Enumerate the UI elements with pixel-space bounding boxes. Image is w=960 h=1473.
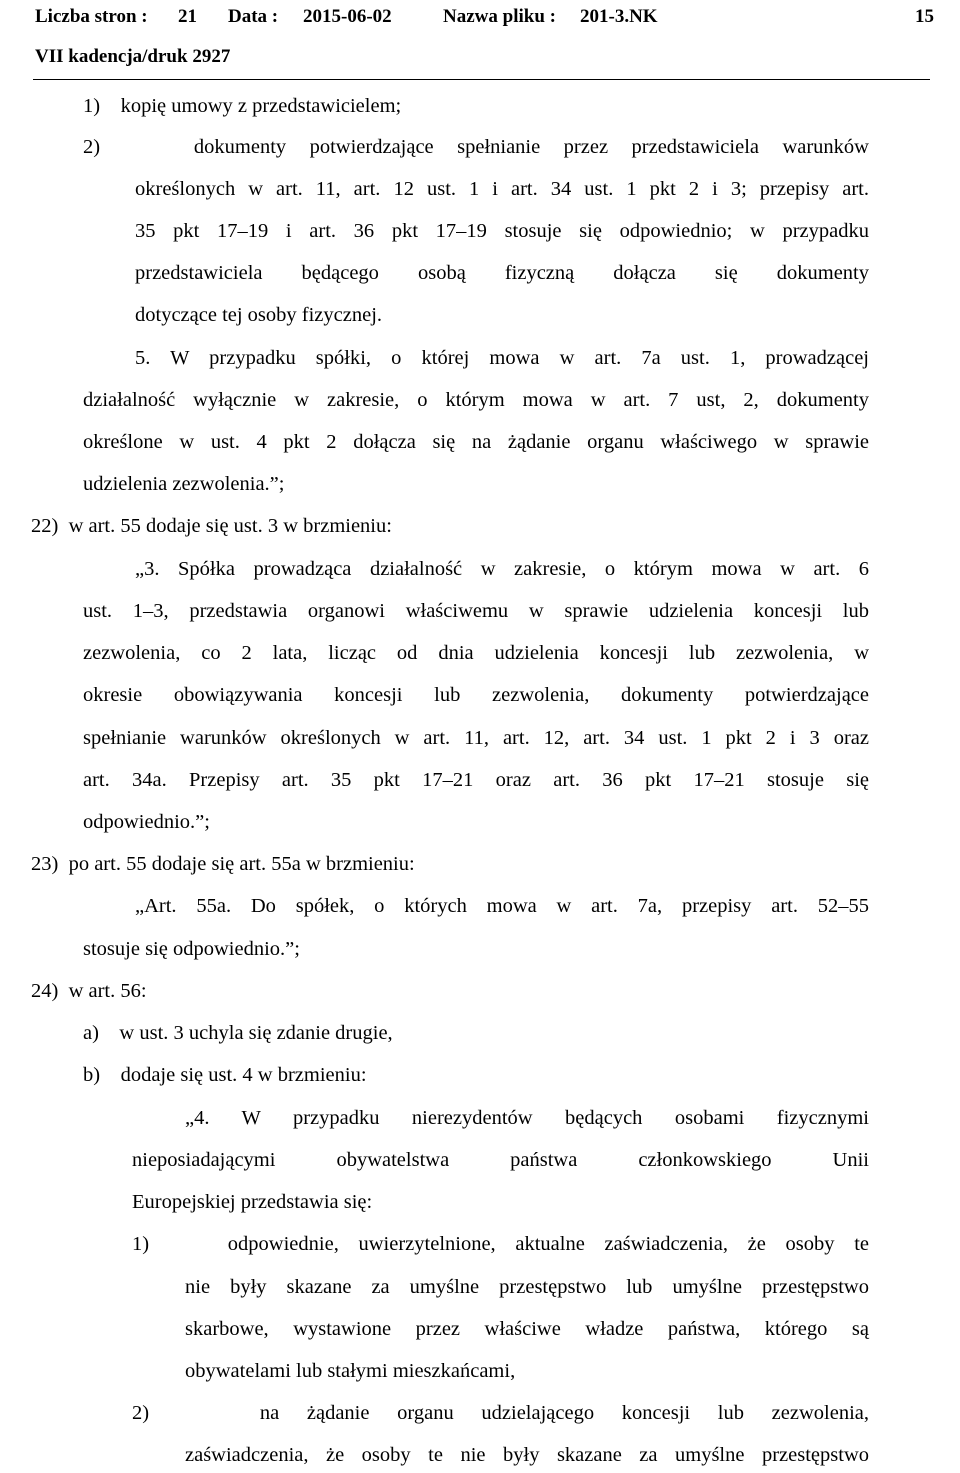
page-header — [35, 3, 934, 31]
list-item-1: 1) odpowiednie, uwierzytelnione, aktualne zaświadczenia, że osoby te — [132, 1233, 869, 1255]
text-line: 1) kopię umowy z przedstawicielem; — [83, 95, 402, 117]
list-item-b: b) dodaje się ust. 4 w brzmieniu: — [83, 1064, 367, 1086]
text-line: „3. Spółka prowadząca działalność w zakresie, o którym mowa w art. 6 — [135, 558, 869, 580]
date-value: 2015-06-02 — [303, 6, 392, 27]
list-item-24: 24) w art. 56: — [31, 980, 147, 1002]
list-item-a: a) w ust. 3 uchyla się zdanie drugie, — [83, 1022, 393, 1044]
text-line: udzielenia zezwolenia.”; — [83, 473, 285, 495]
text-line: ust. 1–3, przedstawia organowi właściwemu w sprawie udzielenia koncesji lub — [83, 600, 869, 622]
text-line: 35 pkt 17–19 i art. 36 pkt 17–19 stosuje się odpowiednio; w przypadku — [135, 220, 869, 242]
list-item-22: 22) w art. 55 dodaje się ust. 3 w brzmieniu: — [31, 515, 392, 537]
text-line: nie były skazane za umyślne przestępstwo lub umyślne przestępstwo — [185, 1276, 869, 1298]
text-line: zaświadczenia, że osoby te nie były skazane za umyślne przestępstwo — [185, 1444, 869, 1466]
text-line: określonych w art. 11, art. 12 ust. 1 i art. 34 ust. 1 pkt 2 i 3; przepisy art. — [135, 178, 869, 200]
list-item-23: 23) po art. 55 dodaje się art. 55a w brzmieniu: — [31, 853, 415, 875]
date-label: Data : — [228, 6, 279, 27]
text-line: okresie obowiązywania koncesji lub zezwolenia, dokumenty potwierdzające — [83, 684, 869, 706]
text-line: Europejskiej przedstawia się: — [132, 1191, 373, 1213]
filename-label: Nazwa pliku : — [443, 6, 556, 27]
text-line: spełnianie warunków określonych w art. 11, art. 12, art. 34 ust. 1 pkt 2 i 3 oraz — [83, 727, 869, 749]
filename-value: 201-3.NK — [580, 6, 658, 27]
document-reference: VII kadencja/druk 2927 — [35, 46, 231, 67]
page-number: 15 — [915, 6, 934, 27]
text-line: „4. W przypadku nierezydentów będących osobami fizycznymi — [185, 1107, 869, 1129]
text-line: dotyczące tej osoby fizycznej. — [135, 304, 383, 326]
text-line: 5. W przypadku spółki, o której mowa w art. 7a ust. 1, prowadzącej — [135, 347, 869, 369]
text-line: działalność wyłącznie w zakresie, o którym mowa w art. 7 ust, 2, dokumenty — [83, 389, 869, 411]
text-line: określone w ust. 4 pkt 2 dołącza się na żądanie organu właściwego w sprawie — [83, 431, 869, 453]
text-line: odpowiednio.”; — [83, 811, 210, 833]
header-divider — [33, 79, 930, 80]
text-line: zezwolenia, co 2 lata, licząc od dnia udzielenia koncesji lub zezwolenia, w — [83, 642, 869, 664]
text-line: stosuje się odpowiednio.”; — [83, 938, 300, 960]
pages-value: 21 — [178, 6, 197, 27]
text-line: „Art. 55a. Do spółek, o których mowa w art. 7a, przepisy art. 52–55 — [135, 895, 869, 917]
list-item-2: 2) na żądanie organu udzielającego koncesji lub zezwolenia, — [132, 1402, 869, 1424]
text-line: skarbowe, wystawione przez właściwe władze państwa, którego są — [185, 1318, 869, 1340]
text-line: art. 34a. Przepisy art. 35 pkt 17–21 oraz art. 36 pkt 17–21 stosuje się — [83, 769, 869, 791]
text-line: przedstawiciela będącego osobą fizyczną dołącza się dokumenty — [135, 262, 869, 284]
text-line: 2) dokumenty potwierdzające spełnianie przez przedstawiciela warunków — [83, 136, 869, 158]
text-line: obywatelami lub stałymi mieszkańcami, — [185, 1360, 516, 1382]
pages-label: Liczba stron : — [35, 6, 148, 27]
text-line: nieposiadającymi obywatelstwa państwa członkowskiego Unii — [132, 1149, 869, 1171]
